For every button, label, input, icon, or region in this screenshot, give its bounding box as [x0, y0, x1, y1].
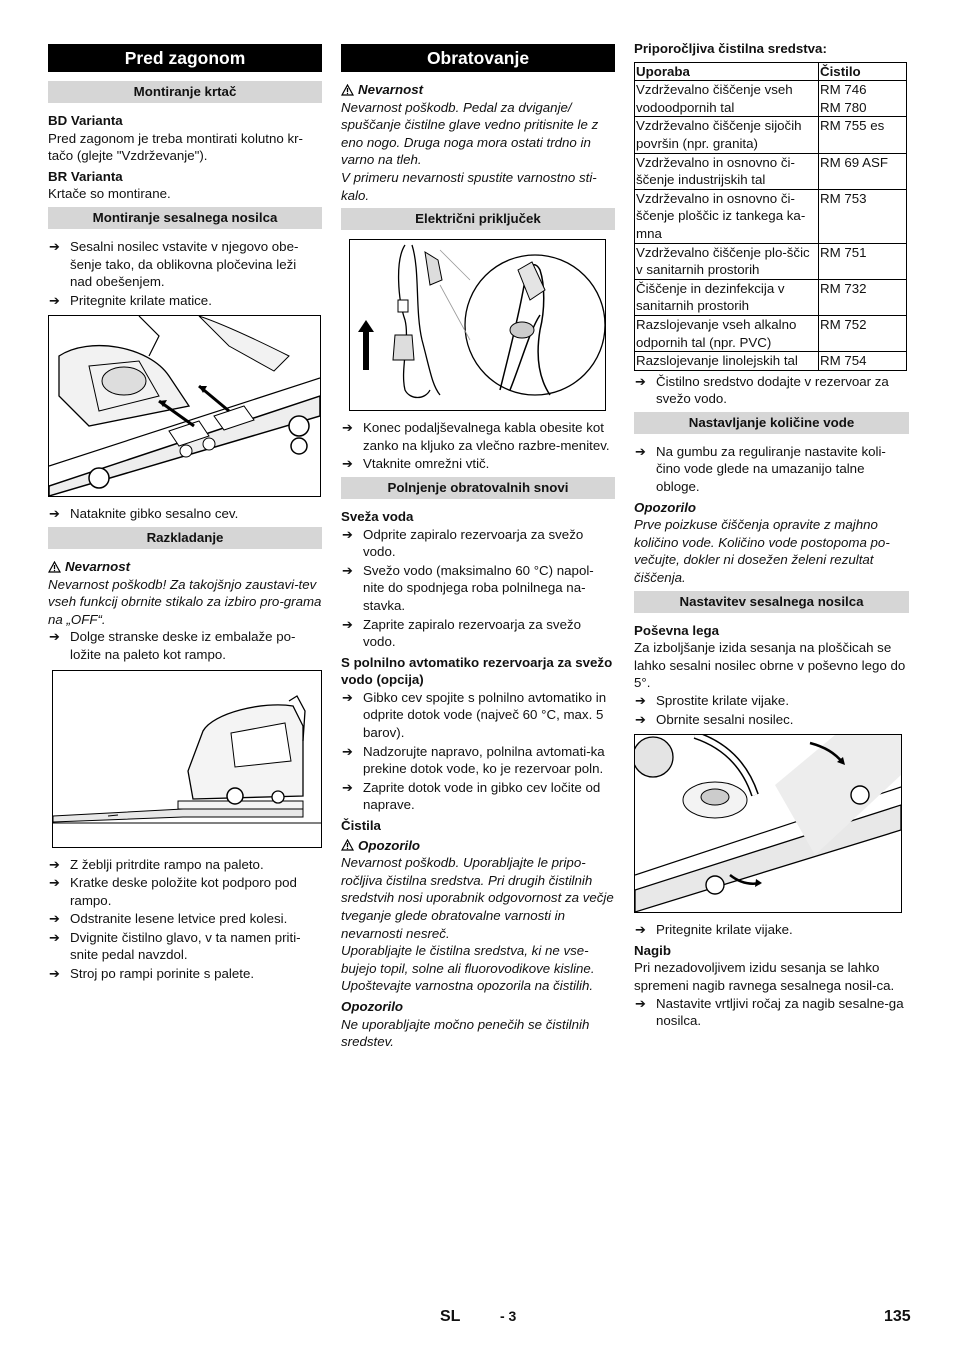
- step-list: [341, 689, 615, 814]
- section-title-electrical: Električni priključek: [341, 208, 615, 230]
- warning-heading: Nevarnost: [341, 81, 615, 99]
- arrow-right-icon: ➔: [49, 629, 60, 645]
- arrow-right-icon: ➔: [49, 238, 60, 254]
- warning-triangle-icon: [341, 84, 354, 96]
- table-header-cell: Čistilo: [819, 62, 907, 81]
- arrow-right-icon: ➔: [342, 616, 353, 632]
- list-item: ➔ Obrnite sesalni nosilec.: [635, 711, 794, 727]
- arrow-right-icon: ➔: [49, 929, 60, 945]
- step-list: [634, 692, 909, 728]
- arrow-right-icon: ➔: [635, 922, 646, 938]
- subheading-auto-fill: S polnilno avtomatiko rezervoarja za svežo vodo (opcija): [341, 654, 613, 688]
- warning-triangle-icon: [341, 839, 354, 851]
- arrow-right-icon: ➔: [342, 562, 353, 578]
- section-title-brushes: Montiranje krtač: [48, 81, 322, 103]
- subheading-tilt: Poševna lega: [634, 622, 719, 638]
- list-item: ➔ Sesalni nosilec vstavite v njegovo obe-šenje tako, da oblikovna pločevina leži nad obešenjem.: [49, 238, 299, 290]
- section-title-suction-bar-setting: Nastavitev sesalnega nosilca: [634, 591, 909, 613]
- note-text: Prve poizkuse čiščenja opravite z majhno količino vode. Količino vode postopoma po-večujte, dokler ni dosežen želeni rezultat čiščenja.: [634, 517, 890, 586]
- step-list: [48, 856, 322, 983]
- paragraph-tilt: Za izboljšanje izida sesanja na ploščicah se lahko sesalni nosilec obrne v poševno lego do 5°.: [634, 640, 906, 691]
- table-cell-detergent: RM 753: [819, 189, 907, 243]
- footer-language: SL: [440, 1308, 461, 1325]
- table-row: [635, 189, 907, 243]
- table-cell-detergent: RM 755 es: [819, 117, 907, 153]
- step-list: [48, 505, 322, 523]
- table-cell-usage: Vzdrževalno in osnovno či-ščenje ploščic iz tankega ka-mna: [635, 189, 819, 243]
- warning-text: V primeru nevarnosti spustite varnostno sti-kalo.: [341, 169, 597, 203]
- arrow-right-icon: ➔: [342, 689, 353, 705]
- step-list: [341, 526, 615, 651]
- table-cell-detergent: RM 746 RM 780: [819, 81, 907, 117]
- table-row: [635, 279, 907, 315]
- step-list: [634, 443, 909, 496]
- subheading-slope: Nagib: [634, 942, 671, 958]
- figure-suction-bar-tilt: [634, 734, 902, 913]
- table-cell-detergent: RM 751: [819, 243, 907, 279]
- list-item: ➔ Čistilno sredstvo dodajte v rezervoar za svežo vodo.: [635, 373, 889, 407]
- step-list: [634, 995, 909, 1030]
- warning-text: Nevarnost poškodb! Za takojšnjo zaustavi-tev vseh funkcij obrnite stikalo za izbiro pro-grama na „OFF“.: [48, 576, 322, 627]
- warning-text: Nevarnost poškodb. Pedal za dviganje/ spuščanje čistilne glave vedno pritisnite le z eno nogo. Druga noga mora ostati trdno in varno na tleh.: [341, 99, 599, 168]
- table-cell-usage: Vzdrževalno in osnovno či-ščenje industrijskih tal: [635, 153, 819, 189]
- subheading-fresh-water: Sveža voda: [341, 508, 414, 524]
- section-title-water-amount: Nastavljanje količine vode: [634, 412, 909, 434]
- column-middle: [341, 44, 615, 1051]
- table-cell-usage: Razslojevanje vseh alkalno odpornih tal (npr. PVC): [635, 315, 819, 351]
- arrow-right-icon: ➔: [635, 693, 646, 708]
- step-list: [341, 419, 615, 473]
- arrow-right-icon: ➔: [635, 711, 646, 727]
- warning-text: Nevarnost poškodb. Uporabljajte le pripo-ročljiva čistilna sredstva. Pri drugih čistilnih sredstvih nosi uporabnik odgovornost za večje tveganje glede obratovalne varnosti in nevarnosti nesreč.: [341, 855, 614, 941]
- table-cell-detergent: RM 732: [819, 279, 907, 315]
- arrow-right-icon: ➔: [49, 292, 60, 308]
- list-item: ➔ Na gumbu za reguliranje nastavite koli-čino vode glede na umazanijo talne obloge.: [635, 443, 886, 495]
- table-row: [635, 81, 907, 117]
- list-item: ➔ Konec podaljševalnega kabla obesite kot zanko na kljuko za vlečno razbre-menitev.: [342, 420, 610, 453]
- step-list: [634, 921, 909, 939]
- table-cell-usage: Vzdrževalno čiščenje plo-ščic v sanitarnih prostorih: [635, 243, 819, 279]
- list-item: ➔ Odstranite lesene letvice pred kolesi.: [49, 911, 288, 927]
- step-list: [48, 238, 322, 309]
- table-header-row: [635, 62, 907, 81]
- chapter-title: Obratovanje: [341, 44, 615, 72]
- section-title-suction-bar: Montiranje sesalnega nosilca: [48, 207, 322, 229]
- table-cell-detergent: RM 69 ASF: [819, 153, 907, 189]
- arrow-right-icon: ➔: [49, 506, 60, 522]
- list-item: ➔ Gibko cev spojite s polnilno avtomatiko in odprite dotok vode (največ 60 °C, max. 5 barov).: [342, 689, 607, 741]
- list-item: ➔ Nastavite vrtljivi ročaj za nagib sesalne-ga nosilca.: [635, 995, 904, 1029]
- arrow-right-icon: ➔: [635, 443, 646, 459]
- list-item: ➔ Dvignite čistilno glavo, v ta namen priti-snite pedal navzdol.: [49, 929, 301, 963]
- table-row: [635, 243, 907, 279]
- arrow-right-icon: ➔: [49, 875, 60, 891]
- column-right: [634, 40, 909, 1032]
- arrow-right-icon: ➔: [342, 743, 353, 759]
- warning-heading: Opozorilo: [341, 837, 615, 855]
- page-number: 135: [884, 1308, 911, 1325]
- list-item: ➔ Pritegnite krilate vijake.: [635, 922, 793, 938]
- list-item: ➔ Stroj po rampi porinite s palete.: [49, 966, 255, 982]
- paragraph-br: Krtače so montirane.: [48, 186, 171, 202]
- table-cell-usage: Razslojevanje linolejskih tal: [635, 352, 819, 371]
- step-list: [634, 373, 909, 408]
- column-left: [48, 44, 322, 985]
- subheading-detergents: Čistila: [341, 818, 381, 834]
- section-title-unloading: Razkladanje: [48, 527, 322, 549]
- arrow-right-icon: ➔: [342, 526, 353, 542]
- arrow-right-icon: ➔: [635, 373, 646, 389]
- paragraph-slope: Pri nezadovoljivem izidu sesanja se lahko spremeni nagib ravnega sesalnega nosil-ca.: [634, 960, 895, 993]
- table-row: [635, 117, 907, 153]
- step-list: [48, 628, 322, 663]
- figure-unloading-ramp: [52, 670, 322, 848]
- warning-heading: Nevarnost: [48, 558, 322, 576]
- warning-text: Uporabljajte le čistilna sredstva, ki ne vse-bujejo topil, solne ali fluorovodikove kisline. Upoštevajte varnostna opozorila na čistilih.: [341, 943, 595, 994]
- list-item: ➔ Vtaknite omrežni vtič.: [342, 456, 490, 472]
- figure-suction-bar-mounting: [48, 315, 321, 497]
- table-body: [635, 81, 907, 371]
- table-cell-usage: Vzdrževalno čiščenje vseh vodoodpornih tal: [635, 81, 819, 117]
- list-item: ➔ Nataknite gibko sesalno cev.: [49, 506, 239, 522]
- table-cell-usage: Čiščenje in dezinfekcija v sanitarnih prostorih: [635, 279, 819, 315]
- list-item: ➔ Odprite zapiralo rezervoarja za svežo vodo.: [342, 526, 584, 560]
- arrow-right-icon: ➔: [49, 911, 60, 927]
- list-item: ➔ Sprostite krilate vijake.: [635, 693, 790, 708]
- list-item: ➔ Svežo vodo (maksimalno 60 °C) napol-nite do spodnjega roba polnilnega na-stavka.: [342, 562, 594, 613]
- note-heading: Opozorilo: [341, 998, 404, 1014]
- table-cell-usage: Vzdrževalno čiščenje sijočih površin (npr. granita): [635, 117, 819, 153]
- arrow-right-icon: ➔: [49, 966, 60, 982]
- table-row: [635, 153, 907, 189]
- table-cell-detergent: RM 752: [819, 315, 907, 351]
- detergent-table: [634, 62, 907, 371]
- subheading-bd: BD Varianta: [48, 113, 123, 128]
- table-header-cell: Uporaba: [635, 62, 819, 81]
- chapter-title: Pred zagonom: [48, 44, 322, 72]
- list-item: ➔ Nadzorujte napravo, polnilna avtomati-ka prekine dotok vode, ko je rezervoar poln.: [342, 743, 605, 777]
- table-title: Priporočljiva čistilna sredstva:: [634, 41, 827, 56]
- table-row: [635, 315, 907, 351]
- arrow-right-icon: ➔: [342, 456, 353, 472]
- arrow-right-icon: ➔: [342, 420, 353, 436]
- list-item: ➔ Z žeblji pritrdite rampo na paleto.: [49, 856, 264, 872]
- list-item: ➔ Zaprite dotok vode in gibko cev ločite od naprave.: [342, 779, 601, 813]
- section-title-filling: Polnjenje obratovalnih snovi: [341, 477, 615, 499]
- list-item: ➔ Dolge stranske deske iz embalaže po-ložite na paleto kot rampo.: [49, 629, 296, 662]
- list-item: ➔ Kratke deske položite kot podporo pod rampo.: [49, 875, 297, 908]
- table-row: [635, 352, 907, 371]
- subheading-br: BR Varianta: [48, 168, 123, 184]
- figure-cable-hook: [349, 239, 606, 411]
- list-item: ➔ Zaprite zapiralo rezervoarja za svežo vodo.: [342, 616, 582, 650]
- arrow-right-icon: ➔: [49, 856, 60, 872]
- list-item: ➔ Pritegnite krilate matice.: [49, 292, 212, 308]
- arrow-right-icon: ➔: [342, 779, 353, 795]
- table-cell-detergent: RM 754: [819, 352, 907, 371]
- paragraph-bd: Pred zagonom je treba montirati kolutno kr-tačo (glejte "Vzdrževanje").: [48, 130, 303, 164]
- warning-triangle-icon: [48, 561, 61, 573]
- note-text: Ne uporabljajte močno penečih se čistilnih sredstev.: [341, 1016, 590, 1050]
- footer-section: - 3: [500, 1308, 517, 1324]
- arrow-right-icon: ➔: [635, 995, 646, 1011]
- note-heading: Opozorilo: [634, 499, 697, 515]
